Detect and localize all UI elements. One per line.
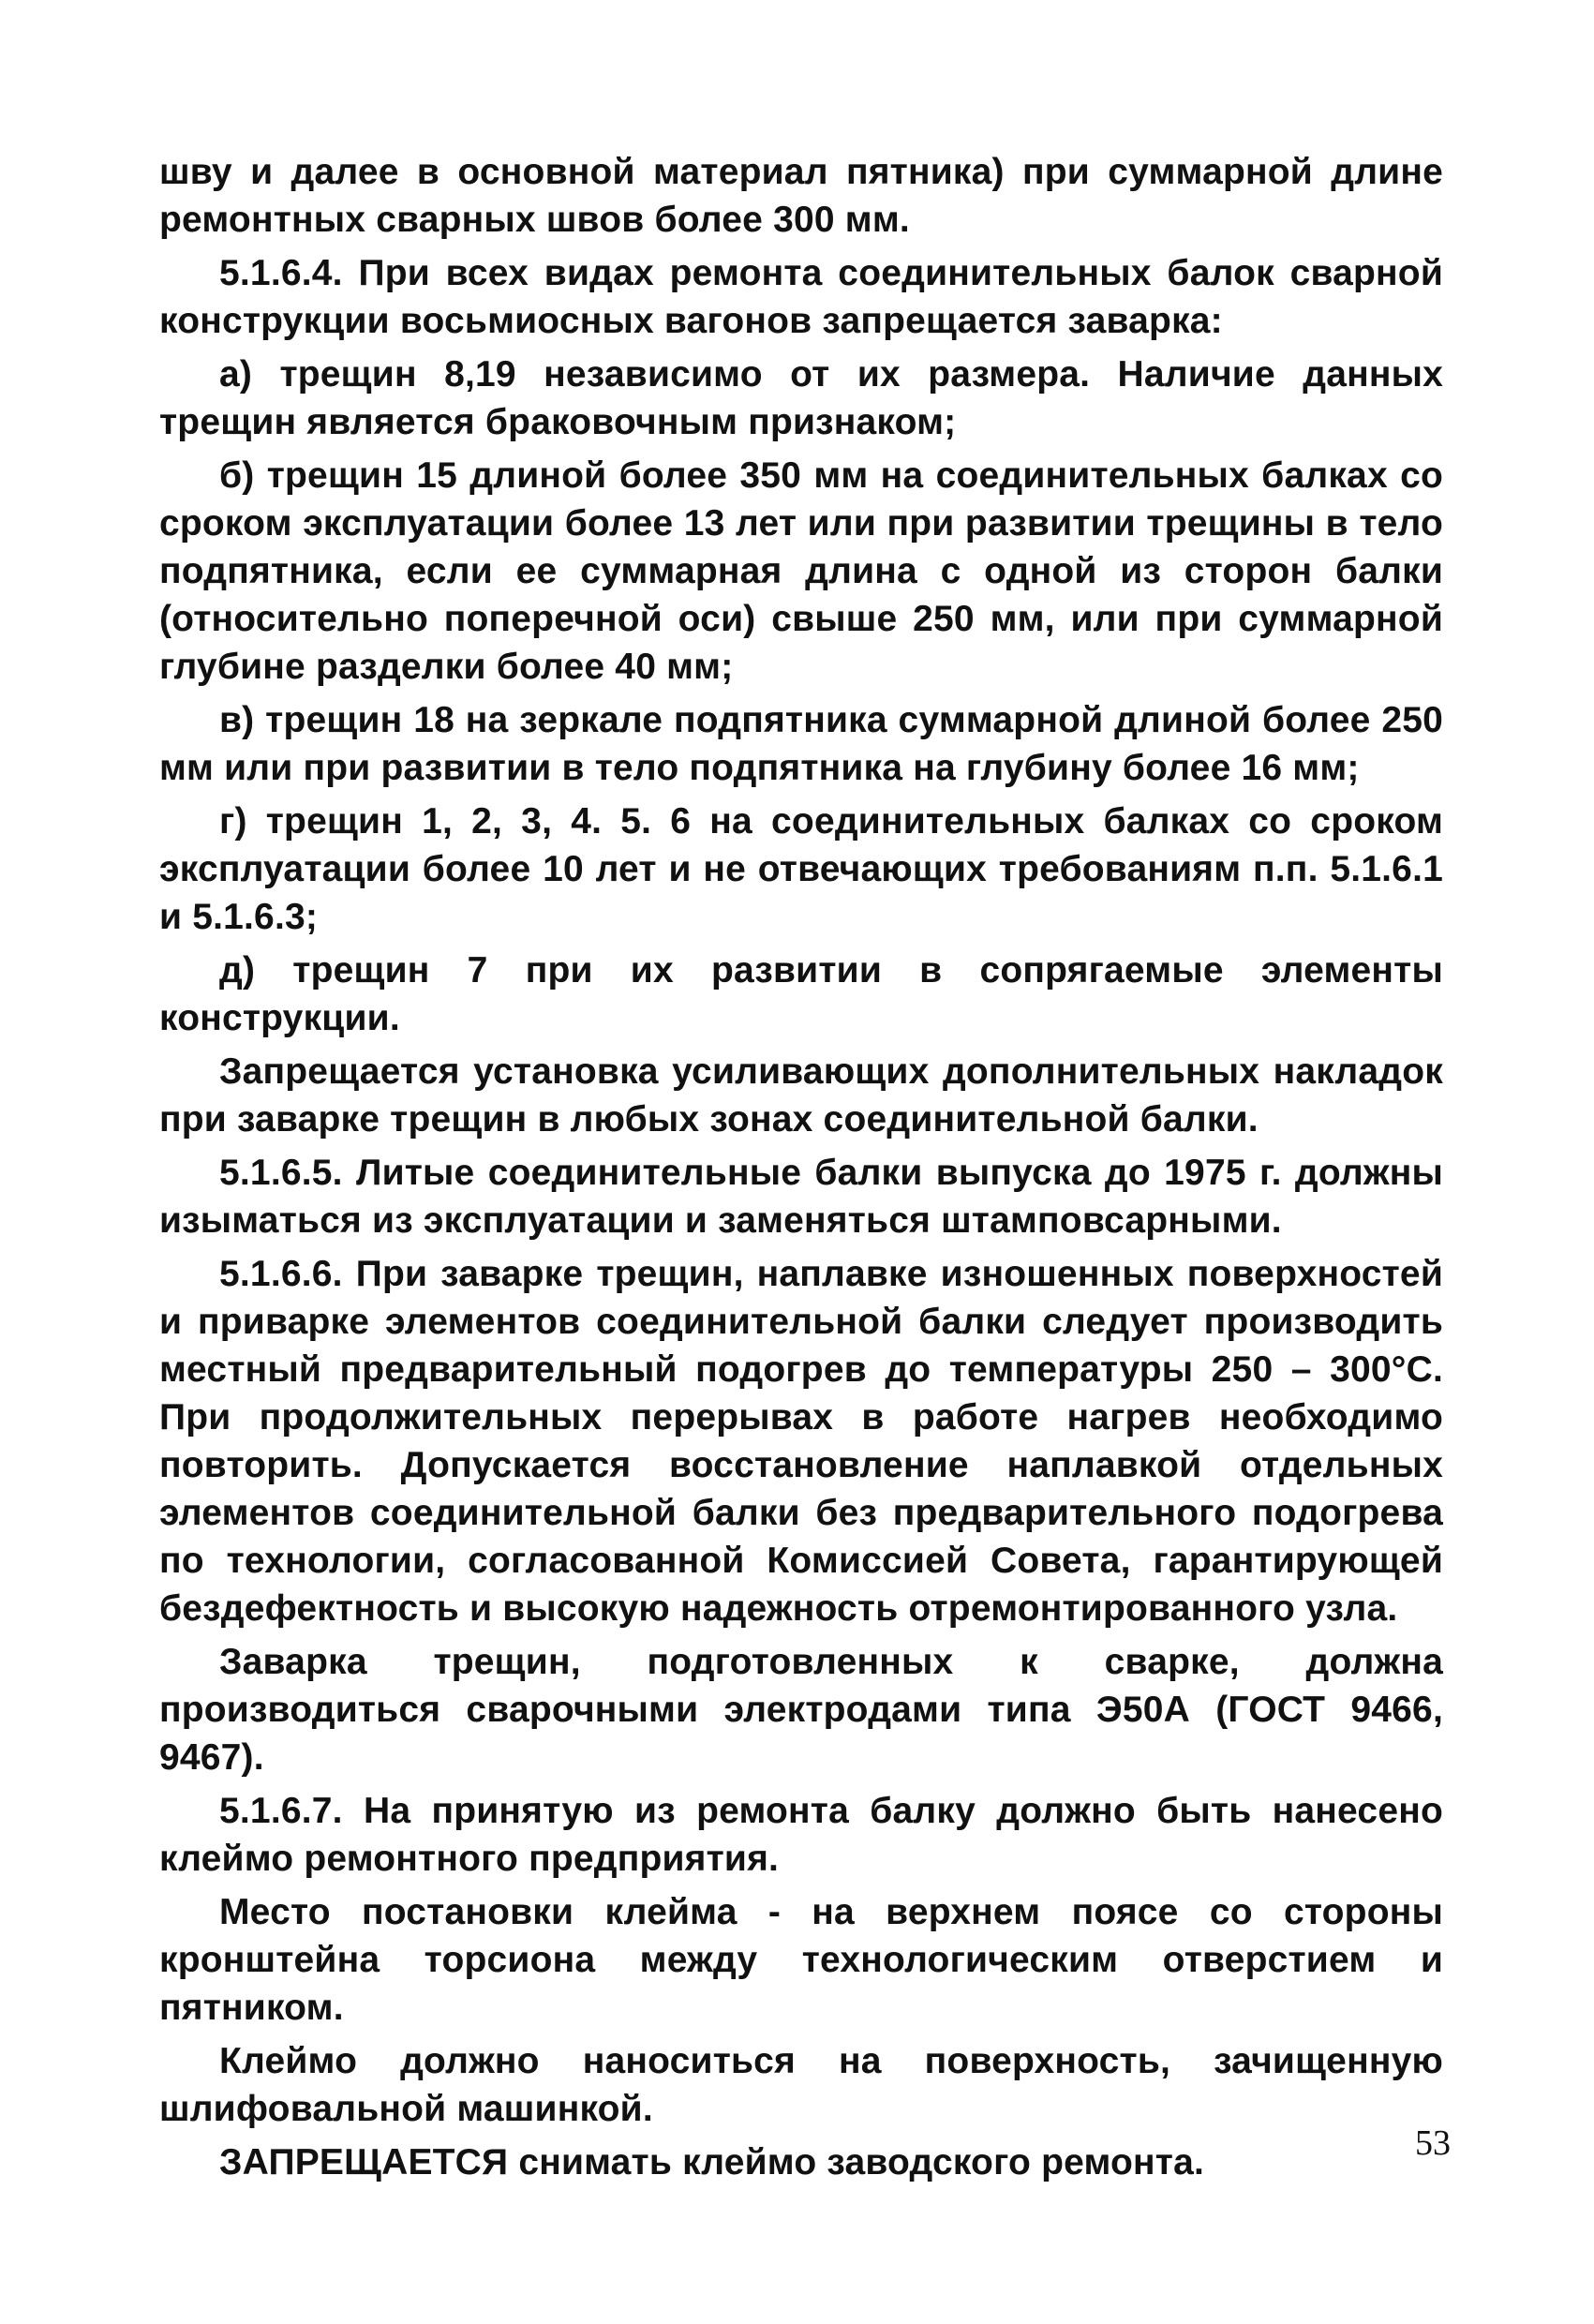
list-item-b: б) трещин 15 длиной более 350 мм на соединительных балках со сроком эксплуатации более 13 лет или при развитии трещины в тело подпятника, если ее суммарная длина с одной из сторон балки (относительно поперечной оси) свыше 250 мм, или при суммарной глубине разделки более 40 мм; xyxy=(159,455,1443,687)
paragraph-stamp-surface: Клеймо должно наноситься на поверхность, зачищенную шлифовальной машинкой. xyxy=(159,2041,1443,2129)
paragraph-5-1-6-6: 5.1.6.6. При заварке трещин, наплавке изношенных поверхностей и приварке элементов соединительной балки следует производить местный предварительный подогрев до температуры 250 – 300°С. При продолжительных перерывах в работе нагрев необходимо повторить. Допускается восстановление наплавкой отдельных элементов соединительной балки без предварительного подогрева по технологии, согласованной Комиссией Совета, гарантирующей бездефектность и высокую надежность отремонтированного узла. xyxy=(159,1254,1443,1629)
paragraph-reinforcement-ban: Запрещается установка усиливающих дополнительных накладок при заварке трещин в любых зонах соединительной балки. xyxy=(159,1051,1443,1140)
paragraph-5-1-6-7: 5.1.6.7. На принятую из ремонта балку должно быть нанесено клеймо ремонтного предприятия. xyxy=(159,1791,1443,1879)
list-item-d: д) трещин 7 при их развитии в сопрягаемые элементы конструкции. xyxy=(159,950,1443,1038)
page-number: 53 xyxy=(1415,2123,1451,2163)
list-item-v: в) трещин 18 на зеркале подпятника суммарной длиной более 250 мм или при развитии в тело подпятника на глубину более 16 мм; xyxy=(159,700,1443,788)
list-item-g: г) трещин 1, 2, 3, 4. 5. 6 на соединительных балках со сроком эксплуатации более 10 лет и не отвечающих требованиям п.п. 5.1.6.1 и 5.1.6.3; xyxy=(159,801,1443,937)
paragraph-stamp-location: Место постановки клейма - на верхнем поясе со стороны кронштейна торсиона между технологическим отверстием и пятником. xyxy=(159,1892,1443,2028)
paragraph-continuation: шву и далее в основной материал пятника) при суммарной длине ремонтных сварных швов более 300 мм. xyxy=(159,152,1443,240)
paragraph-stamp-removal-ban: ЗАПРЕЩАЕТСЯ снимать клеймо заводского ремонта. xyxy=(219,2142,1205,2182)
paragraph-5-1-6-5: 5.1.6.5. Литые соединительные балки выпуска до 1975 г. должны изыматься из эксплуатации и заменяться штамповсарными. xyxy=(159,1153,1443,1241)
paragraph-5-1-6-4: 5.1.6.4. При всех видах ремонта соединительных балок сварной конструкции восьмиосных вагонов запрещается заварка: xyxy=(159,253,1443,341)
document-body xyxy=(159,148,1443,2192)
paragraph-welding-electrodes: Заварка трещин, подготовленных к сварке, должна производиться сварочными электродами типа Э50А (ГОСТ 9466, 9467). xyxy=(159,1642,1443,1778)
list-item-a: а) трещин 8,19 независимо от их размера. Наличие данных трещин является браковочным признаком; xyxy=(159,354,1443,442)
